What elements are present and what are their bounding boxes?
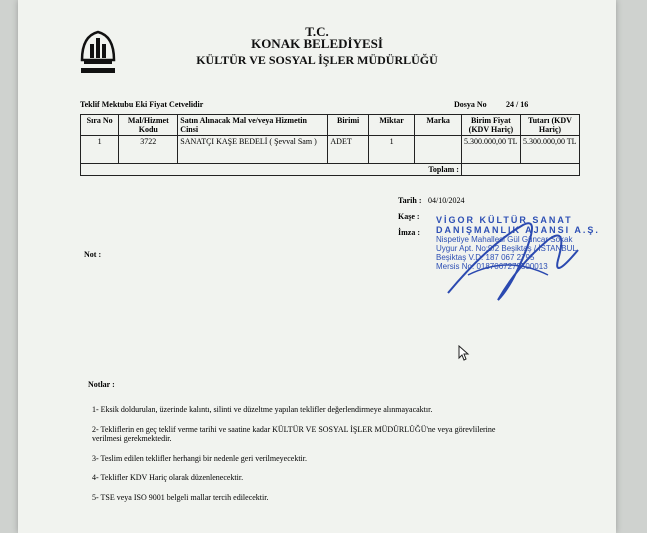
cell-tutar: 5.300.000,00 TL [520, 136, 579, 164]
document-title: Teklif Mektubu Eki Fiyat Cetvelidir [80, 100, 204, 109]
stamp-line-3: Nispetiye Mahallesi Gül Güncar Sokak [436, 235, 573, 244]
dosya-no-label: Dosya No [454, 100, 487, 109]
signature-icon [428, 205, 608, 315]
toplam-value [461, 164, 579, 176]
col-tutar: Tutarı (KDV Hariç) [520, 115, 579, 136]
cell-marka [415, 136, 462, 164]
note-item: 4- Teklifler KDV Hariç olarak düzenlenecektir. [92, 473, 244, 483]
toplam-label: Toplam : [81, 164, 462, 176]
col-birim-fiyat: Birim Fiyat (KDV Hariç) [461, 115, 520, 136]
note-item: 2- Tekliflerin en geç teklif verme tarihi ve saatine kadar KÜLTÜR VE SOSYAL İŞLER MÜDÜRLÜĞÜ'ne veya görevlilerine verilmesi gerekmektedir. [92, 424, 496, 444]
toplam-row [81, 164, 580, 176]
stamp-line-4: Uygur Apt. No:9/2 Beşiktaş / İSTANBUL [436, 244, 577, 253]
header-department: KÜLTÜR VE SOSYAL İŞLER MÜDÜRLÜĞÜ [196, 53, 438, 67]
notes-title: Notlar : [88, 380, 115, 389]
kase-label: Kaşe : [398, 212, 420, 221]
not-label: Not : [84, 250, 102, 259]
note-item: 1- Eksik doldurulan, üzerinde kalıntı, silinti ve düzeltme yapılan teklifler değerlendirmeye alınmayacaktır. [92, 405, 433, 414]
cell-kod: 3722 [119, 136, 178, 164]
col-marka: Marka [415, 115, 462, 136]
tarih-label: Tarih : [398, 196, 422, 205]
table-row [81, 136, 580, 164]
imza-label: İmza : [398, 228, 420, 237]
stamp-line-2: DANIŞMANLIK AJANSI A.Ş. [436, 225, 600, 235]
col-birimi: Birimi [328, 115, 368, 136]
document-page [18, 0, 616, 533]
cell-sira: 1 [81, 136, 119, 164]
notes-section [88, 380, 512, 513]
header-municipality: KONAK BELEDİYESİ [251, 36, 383, 51]
note-item: 3- Teslim edilen teklifler herhangi bir nedenle geri verilmeyecektir. [92, 453, 307, 463]
cell-cins: SANATÇI KAŞE BEDELİ ( Şevval Sam ) [178, 136, 328, 164]
cell-birim-fiyat: 5.300.000,00 TL [461, 136, 520, 164]
cell-miktar: 1 [368, 136, 415, 164]
stamp-line-6: Mersis No: 0187067279500013 [436, 262, 548, 271]
mouse-cursor-icon [458, 345, 470, 361]
note-item: 5- TSE veya ISO 9001 belgeli mallar tercih edilecektir. [92, 492, 269, 502]
stamp-line-1: VİGOR KÜLTÜR SANAT [436, 215, 573, 225]
dosya-no-value: 24 / 16 [506, 100, 529, 109]
col-sira: Sıra No [81, 115, 119, 136]
col-cins: Satın Alınacak Mal ve/veya Hizmetin Cinsi [178, 115, 328, 136]
col-miktar: Miktar [368, 115, 415, 136]
header-tc: T.C. [305, 24, 329, 39]
tarih-value: 04/10/2024 [428, 196, 465, 205]
price-table [80, 114, 580, 176]
table-header-row [81, 115, 580, 136]
cell-birimi: ADET [328, 136, 368, 164]
col-kod: Mal/Hizmet Kodu [119, 115, 178, 136]
stamp-line-5: Beşiktaş V.D. 187 067 2795 [436, 253, 535, 262]
